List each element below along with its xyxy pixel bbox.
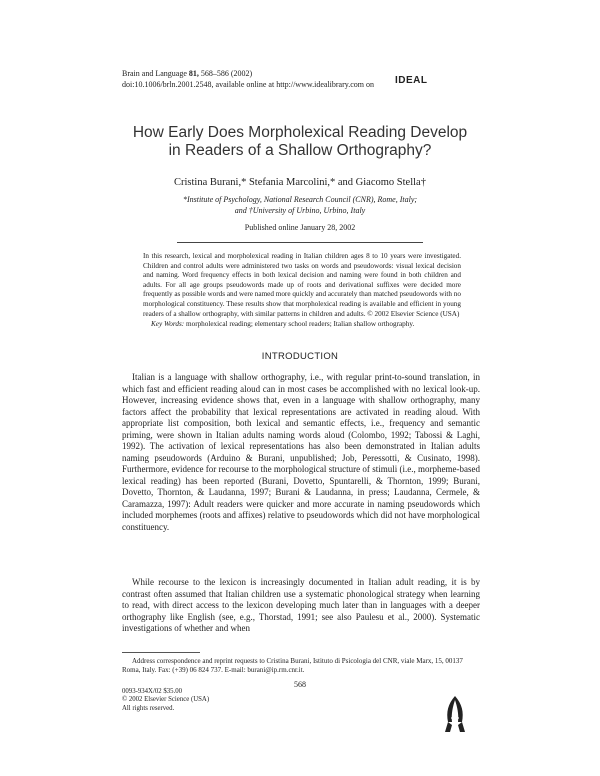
- keywords-text: morpholexical reading; elementary school readers; Italian shallow orthography.: [186, 320, 415, 328]
- page-number: 568: [294, 680, 306, 689]
- academic-press-logo-icon: [442, 694, 468, 734]
- keywords: [151, 320, 471, 330]
- affiliations: [60, 194, 540, 216]
- journal-citation: [122, 68, 374, 90]
- abstract-text: In this research, lexical and morpholexical reading in Italian children ages 8 to 10 years were investigated. Children and control adults were administered two tasks on words and pseudowords: visual lexical decision and naming. Word frequency effects in both lexical decision and naming were found in both children and adults. For all age groups pseudowords made up of roots and derivational suffixes were decided more frequently as possible words and were named more quickly and accurately than matched pseudowords with no morphological constituency. These results show that morpholexical reading is available and efficient in young readers of a shallow orthography, with similar patterns in children and adults.: [143, 252, 461, 318]
- journal-pages-year: 568–586 (2002): [200, 69, 253, 78]
- copyright-line-2: © 2002 Elsevier Science (USA): [122, 696, 210, 704]
- published-date: Published online January 28, 2002: [244, 223, 356, 232]
- copyright-block: [122, 688, 209, 713]
- abstract: [143, 252, 461, 319]
- copyright-line-1: 0093-934X/02 $35.00: [122, 688, 183, 695]
- title-line-1: How Early Does Morpholexical Reading Develop: [132, 124, 468, 141]
- footnote-divider: [122, 652, 200, 653]
- paragraph: Italian is a language with shallow orthography, i.e., with regular print-to-sound translation, in which fast and efficient reading aloud can in most cases be accomplished with no lexical look-up. However, increasing evidence shows that, even in a language with shallow orthography, many factors affect the probability that lexical representations are activated in reading aloud. With appropriate list composition, both lexical and semantic effects, i.e., frequency and semantic priming, were shown in Italian adults naming words aloud (Colombo, 1992; Tabossi & Laghi, 1992). The activation of lexical representations has also been demonstrated in Italian adults naming pseudowords (Arduino & Burani, unpublished; Job, Peressotti, & Cusinato, 1998). Furthermore, evidence for recourse to the morphological structure of stimuli (i.e., morpheme-based lexical reading) has been reported (Burani, Dovetto, Spuntarelli, & Thornton, 1999; Burani, Dovetto, Thornton, & Laudanna, 1997; Burani & Laudanna, in press; Laudanna, Cermele, & Caramazza, 1997): Adult readers were quicker and more accurate in naming pseudowords which included morphemes (roots and affixes) relative to pseudowords which did not have morphological constituency.: [122, 372, 480, 532]
- copyright-line-3: All rights reserved.: [122, 704, 175, 712]
- paragraph: While recourse to the lexicon is increasingly documented in Italian adult reading, it is by contrast often assumed that Italian children use a systematic phonological strategy when learning to read, with direct access to the lexicon developing much later than in languages with a deeper orthography like English (see, e.g., Thorstad, 1991; see also Paulesu et al., 2000). Systematic investigations of whether and when: [122, 577, 480, 633]
- journal-volume: 81,: [188, 69, 199, 78]
- doi-line: doi:10.1006/brln.2001.2548, available online at http://www.idealibrary.com on: [122, 80, 375, 89]
- paper-title: [60, 124, 540, 160]
- author-list: Cristina Burani,* Stefania Marcolini,* and Giacomo Stella†: [174, 177, 426, 188]
- footnote: Address correspondence and reprint requests to Cristina Burani, Istituto di Psicologia del CNR, viale Marx, 15, 00137 Roma, Italy. Fax: (+39) 06 824 737. E-mail: burani@ip.rm.cnr.it.: [122, 657, 463, 674]
- ideal-logo: IDEAL: [395, 75, 428, 86]
- divider: [177, 242, 423, 243]
- journal-name: Brain and Language: [122, 69, 187, 78]
- section-heading: INTRODUCTION: [261, 351, 339, 362]
- affiliation-line-2: and †University of Urbino, Urbino, Italy: [234, 206, 366, 215]
- affiliation-line-1: *Institute of Psychology, National Research Council (CNR), Rome, Italy;: [182, 195, 418, 204]
- abstract-copyright: © 2002 Elsevier Science (USA): [367, 309, 460, 318]
- title-line-2: in Readers of a Shallow Orthography?: [168, 142, 432, 159]
- keywords-label: Key Words:: [151, 320, 185, 328]
